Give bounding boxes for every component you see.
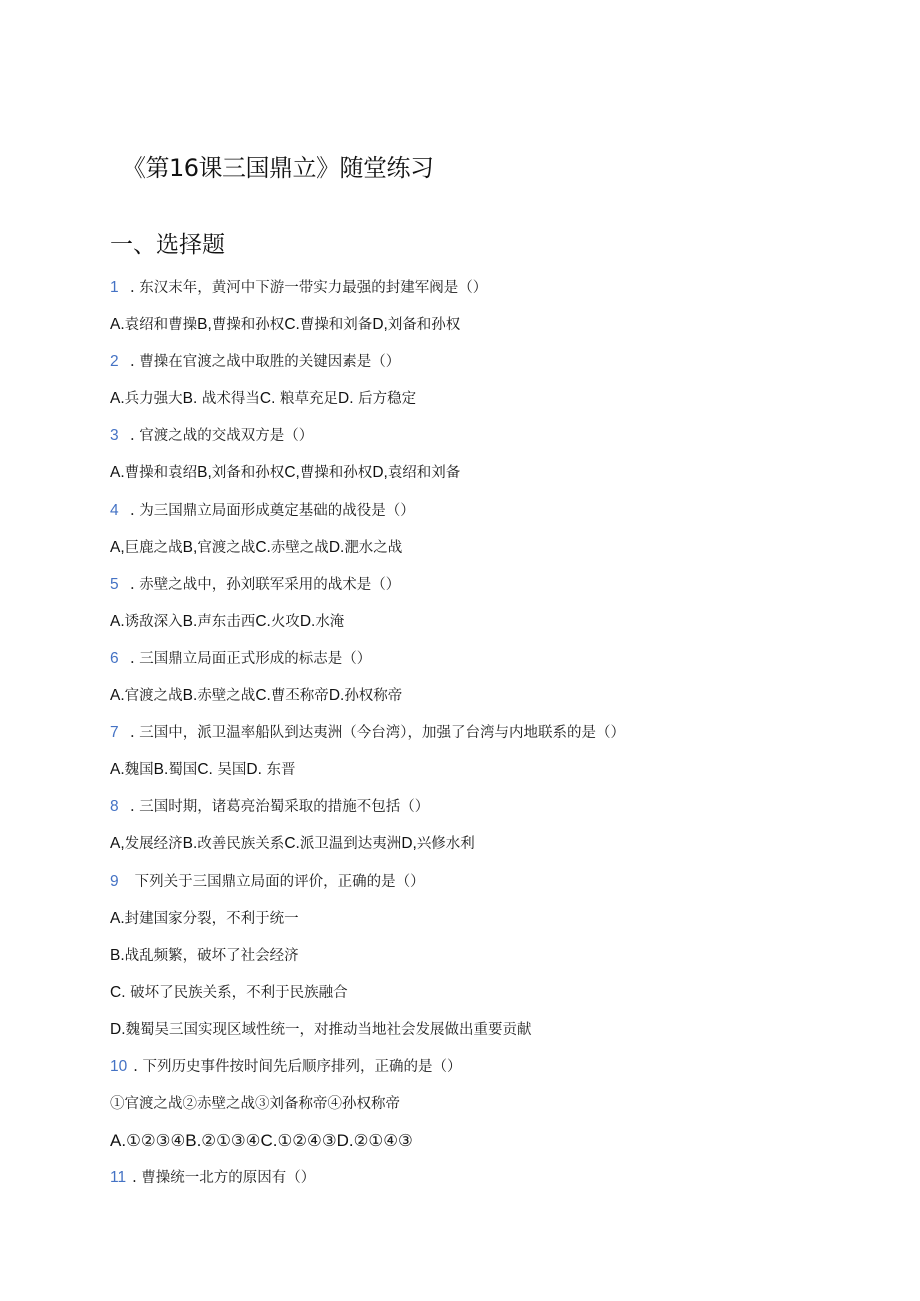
option-text: 兴修水利 bbox=[416, 836, 475, 853]
option-text: 改善民族关系 bbox=[197, 836, 285, 853]
question-stem bbox=[110, 1164, 810, 1201]
option-text: 刘备和孙权 bbox=[387, 317, 461, 334]
question-number: 3 bbox=[110, 427, 119, 445]
question-text: . 东汉末年，黄河中下游一带实力最强的封建军阀是（） bbox=[130, 280, 488, 296]
option-text: 刘备和孙权 bbox=[211, 465, 285, 482]
options-row bbox=[110, 830, 810, 867]
option-text: 封建国家分裂，不利于统一 bbox=[124, 910, 299, 927]
option-letter: D, bbox=[372, 316, 388, 334]
option-letter: A, bbox=[110, 835, 125, 853]
answer-option[interactable] bbox=[110, 1131, 186, 1151]
answer-option[interactable] bbox=[110, 465, 197, 481]
answer-option[interactable] bbox=[329, 688, 403, 704]
option-text: 曹操和刘备 bbox=[299, 317, 373, 334]
options-row bbox=[110, 311, 810, 348]
question-number: 2 bbox=[110, 353, 119, 371]
question-number: 8 bbox=[110, 798, 119, 816]
options-row bbox=[110, 385, 810, 422]
options-row bbox=[110, 459, 810, 496]
answer-option[interactable] bbox=[197, 317, 284, 333]
answer-option[interactable] bbox=[110, 614, 183, 630]
option-letter: C. bbox=[284, 835, 300, 853]
question-text: . 曹操统一北方的原因有（） bbox=[132, 1170, 316, 1187]
option-text: 兵力强大 bbox=[124, 391, 183, 408]
option-letter: A. bbox=[110, 464, 125, 482]
option-text: 赤壁之战 bbox=[270, 539, 329, 556]
option-text: 曹操和孙权 bbox=[211, 317, 285, 334]
options-row bbox=[110, 608, 810, 645]
option-letter: B. bbox=[182, 835, 198, 853]
answer-option[interactable] bbox=[183, 540, 256, 556]
option-text: 蜀国 bbox=[168, 762, 198, 779]
option-text: 战乱频繁，破坏了社会经济 bbox=[124, 947, 299, 964]
question-stem bbox=[110, 497, 810, 534]
question-text: . 赤壁之战中，孙刘联军采用的战术是（） bbox=[130, 576, 401, 593]
question-text: . 三国鼎立局面正式形成的标志是（） bbox=[130, 650, 372, 667]
answer-option[interactable] bbox=[110, 762, 154, 778]
option-text: 派卫温到达夷洲 bbox=[299, 836, 402, 853]
options-row bbox=[110, 682, 810, 719]
question-stem bbox=[110, 719, 810, 756]
answer-option[interactable] bbox=[255, 688, 329, 704]
question-stem bbox=[110, 1053, 810, 1090]
answer-option[interactable] bbox=[284, 317, 372, 333]
option-text: 魏国 bbox=[124, 762, 154, 779]
option-text: 官渡之战 bbox=[124, 688, 183, 705]
option-text: ②①④③ bbox=[353, 1131, 413, 1151]
option-text: 诱敌深入 bbox=[124, 613, 183, 630]
answer-option[interactable] bbox=[183, 391, 260, 407]
answer-option[interactable] bbox=[372, 317, 460, 333]
option-letter: A. bbox=[110, 761, 125, 779]
question-text: . 曹操在官渡之战中取胜的关键因素是（） bbox=[130, 354, 401, 371]
question-text: 下列关于三国鼎立局面的评价，正确的是（） bbox=[130, 873, 425, 890]
option-text: 火攻 bbox=[270, 613, 300, 630]
option-text: 战术得当 bbox=[197, 391, 260, 408]
question-number: 4 bbox=[110, 501, 119, 519]
option-letter: B. bbox=[182, 390, 198, 408]
answer-option[interactable] bbox=[110, 391, 183, 407]
option-letter: D. bbox=[110, 1020, 126, 1038]
option-letter: C. bbox=[255, 612, 271, 630]
stem-items-text: ①官渡之战②赤壁之战③刘备称帝④孙权称帝 bbox=[110, 1096, 400, 1113]
option-text: 赤壁之战 bbox=[197, 688, 256, 705]
option-text: 曹操和孙权 bbox=[299, 465, 373, 482]
option-text: 袁绍和曹操 bbox=[124, 317, 198, 334]
question-stem bbox=[110, 793, 810, 830]
question-number: 5 bbox=[110, 575, 119, 593]
option-line[interactable] bbox=[110, 905, 810, 942]
option-text: 吴国 bbox=[212, 762, 247, 779]
answer-option[interactable] bbox=[329, 540, 403, 556]
option-letter: B, bbox=[197, 316, 212, 334]
question-number: 7 bbox=[110, 724, 119, 742]
question-stem bbox=[110, 348, 810, 385]
option-line[interactable] bbox=[110, 1016, 810, 1053]
question-number: 9 bbox=[110, 872, 119, 890]
option-letter: D. bbox=[246, 761, 262, 779]
option-text: 巨鹿之战 bbox=[124, 539, 183, 556]
question-stem bbox=[110, 422, 810, 459]
section-heading: 一、选择题 bbox=[110, 232, 225, 258]
option-text: 曹丕称帝 bbox=[270, 688, 329, 705]
question-list bbox=[110, 274, 810, 1201]
option-text: 淝水之战 bbox=[344, 539, 403, 556]
question-number: 6 bbox=[110, 649, 119, 667]
option-letter: B. bbox=[182, 612, 198, 630]
answer-option[interactable] bbox=[110, 836, 183, 852]
answer-option[interactable] bbox=[110, 317, 197, 333]
option-letter: A. bbox=[110, 1131, 127, 1151]
options-row bbox=[110, 756, 810, 793]
option-text: 水淹 bbox=[315, 613, 345, 630]
option-letter: A. bbox=[110, 687, 125, 705]
option-letter: C. bbox=[255, 538, 271, 556]
option-text: 官渡之战 bbox=[197, 539, 256, 556]
option-letter: D. bbox=[328, 687, 345, 705]
option-letter: B. bbox=[110, 946, 125, 964]
option-line[interactable] bbox=[110, 979, 810, 1016]
answer-option[interactable] bbox=[183, 614, 256, 630]
question-stem bbox=[110, 274, 810, 311]
option-letter: B. bbox=[185, 1131, 202, 1151]
option-text: ①②③④ bbox=[126, 1131, 186, 1151]
option-text: 曹操和袁绍 bbox=[124, 465, 198, 482]
option-letter: A. bbox=[110, 909, 125, 927]
answer-option[interactable] bbox=[183, 688, 256, 704]
option-text: 东晋 bbox=[261, 762, 296, 779]
option-letter: A, bbox=[110, 538, 125, 556]
option-letter: D, bbox=[372, 464, 388, 482]
question-number: 10 bbox=[110, 1057, 128, 1075]
option-letter: D. bbox=[336, 1131, 354, 1151]
question-number: 11 bbox=[110, 1169, 127, 1187]
option-text: ②①③④ bbox=[201, 1131, 261, 1151]
answer-option[interactable] bbox=[401, 836, 475, 852]
question-number: 1 bbox=[110, 279, 119, 296]
options-row bbox=[110, 534, 810, 571]
option-letter: B. bbox=[153, 761, 169, 779]
question-stem bbox=[110, 868, 810, 905]
option-text: ①②④③ bbox=[277, 1131, 337, 1151]
options-row bbox=[110, 1127, 810, 1164]
option-letter: A. bbox=[110, 612, 125, 630]
option-letter: C. bbox=[284, 316, 300, 334]
question-stem bbox=[110, 645, 810, 682]
option-text: 后方稳定 bbox=[353, 391, 417, 408]
option-letter: B, bbox=[182, 538, 198, 556]
question-text: . 下列历史事件按时间先后顺序排列，正确的是（） bbox=[133, 1058, 462, 1075]
answer-option[interactable] bbox=[246, 762, 295, 778]
option-letter: C. bbox=[110, 983, 126, 1001]
question-stem bbox=[110, 571, 810, 608]
answer-option[interactable] bbox=[338, 391, 416, 407]
option-line[interactable] bbox=[110, 942, 810, 979]
answer-option[interactable] bbox=[110, 540, 183, 556]
answer-option[interactable] bbox=[260, 391, 338, 407]
option-text: 孙权称帝 bbox=[344, 688, 403, 705]
document-title: 《第16课三国鼎立》随堂练习 bbox=[122, 154, 434, 182]
option-letter: B. bbox=[182, 687, 198, 705]
answer-option[interactable] bbox=[154, 762, 198, 778]
answer-option[interactable] bbox=[197, 762, 246, 778]
answer-option[interactable] bbox=[300, 614, 345, 630]
answer-option[interactable] bbox=[197, 465, 284, 481]
option-letter: C, bbox=[284, 464, 300, 482]
option-text: 魏蜀吴三国实现区域性统一，对推动当地社会发展做出重要贡献 bbox=[125, 1021, 532, 1038]
answer-option[interactable] bbox=[372, 465, 460, 481]
answer-option[interactable] bbox=[110, 688, 183, 704]
answer-option[interactable] bbox=[255, 614, 300, 630]
option-letter: A. bbox=[110, 390, 125, 408]
option-text: 发展经济 bbox=[124, 836, 183, 853]
option-letter: C. bbox=[260, 1131, 278, 1151]
question-text: . 为三国鼎立局面形成奠定基础的战役是（） bbox=[130, 502, 415, 519]
option-text: 粮草充足 bbox=[275, 391, 339, 408]
option-text: 袁绍和刘备 bbox=[387, 465, 461, 482]
option-letter: D, bbox=[401, 835, 417, 853]
option-letter: C. bbox=[255, 687, 271, 705]
option-letter: D. bbox=[338, 390, 354, 408]
answer-option[interactable] bbox=[336, 1131, 413, 1151]
answer-option[interactable] bbox=[284, 836, 401, 852]
question-text: . 三国时期，诸葛亮治蜀采取的措施不包括（） bbox=[130, 799, 430, 816]
option-letter: C. bbox=[259, 390, 276, 408]
option-text: 声东击西 bbox=[197, 613, 256, 630]
option-letter: D. bbox=[328, 538, 345, 556]
option-letter: B, bbox=[197, 464, 212, 482]
option-letter: D. bbox=[299, 612, 316, 630]
question-text: . 官渡之战的交战双方是（） bbox=[130, 428, 314, 445]
answer-option[interactable] bbox=[183, 836, 285, 852]
option-text: 破坏了民族关系，不利于民族融合 bbox=[125, 984, 348, 1001]
answer-option[interactable] bbox=[260, 1131, 337, 1151]
answer-option[interactable] bbox=[255, 540, 329, 556]
answer-option[interactable] bbox=[185, 1131, 261, 1151]
option-letter: A. bbox=[110, 316, 125, 334]
question-text: . 三国中，派卫温率船队到达夷洲（今台湾），加强了台湾与内地联系的是（） bbox=[130, 725, 625, 742]
answer-option[interactable] bbox=[284, 465, 372, 481]
question-stem-items bbox=[110, 1090, 810, 1127]
option-letter: C. bbox=[197, 761, 213, 779]
